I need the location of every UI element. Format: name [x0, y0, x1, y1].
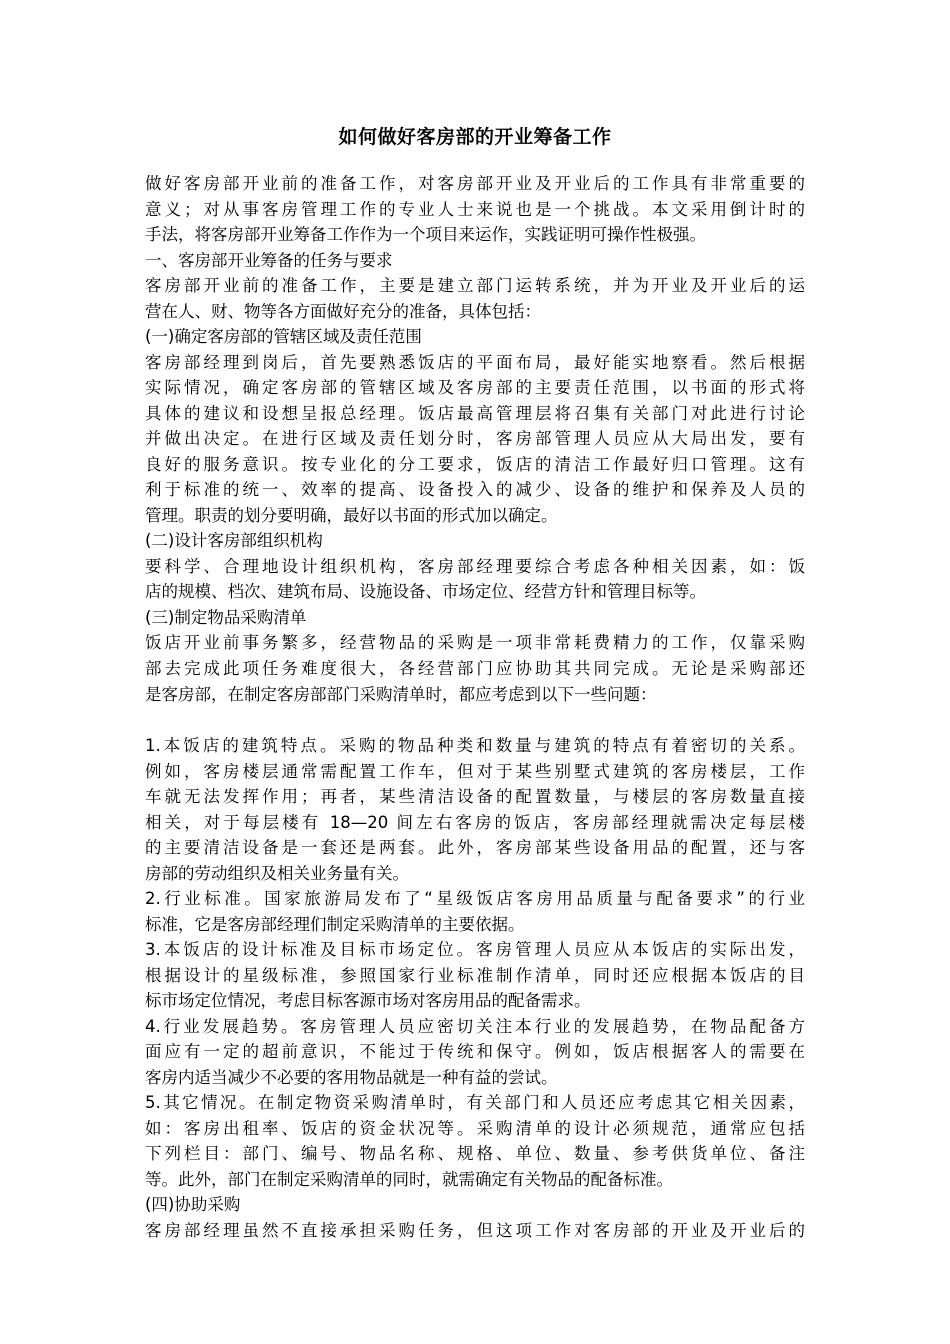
section-heading: (二)设计客房部组织机构 — [145, 531, 323, 550]
text-line: 车就无法发挥作用；再者，某些清洁设备的配置数量，与楼层的客房数量直接 — [145, 787, 805, 806]
text-line: 客房部经理到岗后，首先要熟悉饭店的平面布局，最好能实地察看。然后根据 — [145, 352, 805, 372]
text-line: 客房部经理虽然不直接承担采购任务，但这项工作对客房部的开业及开业后的 — [145, 1220, 805, 1240]
text-line: 1.本饭店的建筑特点。采购的物品种类和数量与建筑的特点有着密切的关系。 — [145, 736, 805, 755]
text-line: 并做出决定。在进行区域及责任划分时，客房部管理人员应从大局出发，要有 — [145, 429, 805, 448]
text-line: 具体的建议和设想呈报总经理。饭店最高管理层将召集有关部门对此进行讨论 — [145, 403, 805, 423]
text-line: 做好客房部开业前的准备工作，对客房部开业及开业后的工作具有非常重要的 — [145, 174, 805, 193]
text-line: 客房部开业前的准备工作，主要是建立部门运转系统，并为开业及开业后的运 — [145, 276, 805, 295]
text-line: 饭店开业前事务繁多，经营物品的采购是一项非常耗费精力的工作，仅靠采购 — [145, 633, 805, 652]
text-line: 根据设计的星级标准，参照国家行业标准制作清单，同时还应根据本饭店的目 — [145, 965, 805, 985]
text-line: 标准，它是客房部经理们制定采购清单的主要依据。 — [145, 914, 525, 934]
text-line: 例如，客房楼层通常需配置工作车，但对于某些别墅式建筑的客房楼层，工作 — [145, 761, 805, 781]
section-heading: (四)协助采购 — [145, 1195, 241, 1214]
text-line: 手法，将客房部开业筹备工作作为一个项目来运作，实践证明可操作性极强。 — [145, 225, 706, 244]
text-line: 实际情况，确定客房部的管辖区域及客房部的主要责任范围，以书面的形式将 — [145, 378, 805, 397]
section-heading: 一、客房部开业筹备的任务与要求 — [145, 250, 393, 270]
text-line: 如：客房出租率、饭店的资金状况等。采购清单的设计必须规范，通常应包括 — [145, 1118, 805, 1138]
text-line: 营在人、财、物等各方面做好充分的准备，具体包括： — [145, 301, 541, 321]
text-line — [145, 708, 805, 734]
text-line: 标市场定位情况，考虑目标客源市场对客房用品的配备需求。 — [145, 991, 591, 1010]
text-line: 4.行业发展趋势。客房管理人员应密切关注本行业的发展趋势，在物品配备方 — [145, 1016, 805, 1036]
text-line: 要科学、合理地设计组织机构，客房部经理要综合考虑各种相关因素，如：饭 — [145, 556, 805, 576]
text-line: 下列栏目：部门、编号、物品名称、规格、单位、数量、参考供货单位、备注 — [145, 1144, 805, 1163]
body-text-part-2 — [145, 682, 805, 1243]
section-heading: (三)制定物品采购清单 — [145, 607, 307, 627]
text-line: 意义；对从事客房管理工作的专业人士来说也是一个挑战。本文采用倒计时的 — [145, 199, 805, 219]
text-line: 是客房部，在制定客房部部门采购清单时，都应考虑到以下一些问题： — [145, 685, 657, 704]
text-line: 3.本饭店的设计标准及目标市场定位。客房管理人员应从本饭店的实际出发， — [145, 940, 805, 959]
text-line: 5.其它情况。在制定物资采购清单时，有关部门和人员还应考虑其它相关因素， — [145, 1093, 805, 1112]
text-line: 部去完成此项任务难度很大，各经营部门应协助其共同完成。无论是采购部还 — [145, 658, 805, 678]
text-line: 2.行业标准。国家旅游局发布了“星级饭店客房用品质量与配备要求”的行业 — [145, 889, 805, 908]
text-line: 客房内适当减少不必要的客用物品就是一种有益的尝试。 — [145, 1067, 558, 1087]
text-line: 管理。职责的划分要明确，最好以书面的形式加以确定。 — [145, 505, 558, 525]
text-line: 等。此外，部门在制定采购清单的同时，就需确定有关物品的配备标准。 — [145, 1169, 673, 1189]
text-line: 相关，对于每层楼有 18—20 间左右客房的饭店，客房部经理就需决定每层楼 — [145, 812, 805, 832]
text-line: 房部的劳动组织及相关业务量有关。 — [145, 863, 409, 883]
text-line: 良好的服务意识。按专业化的分工要求，饭店的清洁工作最好归口管理。这有 — [145, 454, 805, 474]
text-line: 的主要清洁设备是一套还是两套。此外，客房部某些设备用品的配置，还与客 — [145, 838, 805, 857]
document-title: 如何做好客房部的开业筹备工作 — [338, 126, 612, 148]
section-heading: (一)确定客房部的管辖区域及责任范围 — [145, 327, 422, 346]
text-line: 店的规模、档次、建筑布局、设施设备、市场定位、经营方针和管理目标等。 — [145, 582, 706, 601]
text-line: 利于标准的统一、效率的提高、设备投入的减少、设备的维护和保养及人员的 — [145, 480, 805, 499]
body-text-part-1 — [145, 171, 805, 681]
text-line: 面应有一定的超前意识，不能过于传统和保守。例如，饭店根据客人的需要在 — [145, 1042, 805, 1061]
